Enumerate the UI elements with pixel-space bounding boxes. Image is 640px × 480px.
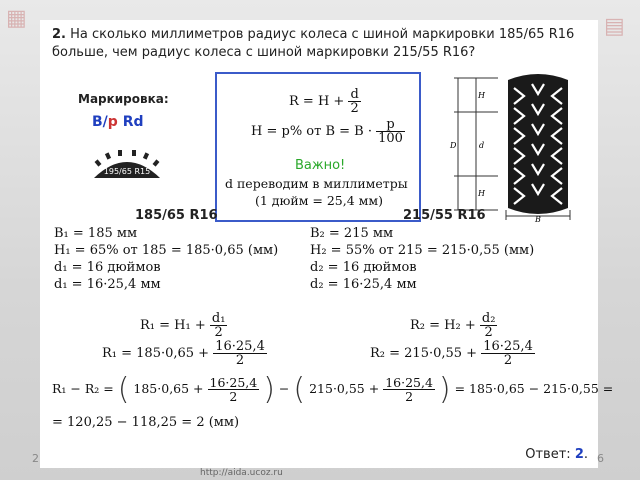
- tire-marking-text: 195/65 R15: [103, 167, 151, 176]
- slide: [40, 20, 614, 468]
- answer-value: 2: [574, 447, 584, 462]
- formula-h-fraction: [376, 118, 405, 145]
- tire2-r-calc: [370, 340, 535, 367]
- marking-sep: /: [102, 114, 108, 130]
- diagram-d-inner: d: [479, 141, 485, 150]
- tire2-heading: 215/55 R16: [403, 208, 486, 223]
- marking-b: B: [92, 114, 103, 130]
- diagram-h-top: H: [478, 91, 485, 100]
- diagram-h-bottom: H: [478, 189, 485, 198]
- final-rhs: = 185·0,65 − 215·0,55 =: [454, 381, 614, 396]
- final-equation: [52, 372, 614, 407]
- problem-text: На сколько миллиметров радиус колеса с шиной маркировки 185/65 R16 больше, чем радиус колеса с шиной маркировки 215/55 R16?: [52, 27, 575, 60]
- formula-r-fraction: [348, 88, 360, 115]
- formula-h-num: p: [376, 118, 405, 132]
- tire2-calc-den: 2: [503, 353, 513, 368]
- tire2-r-formula: [410, 312, 497, 339]
- tire1-r-den: 2: [214, 325, 223, 340]
- final-fraction-1: [208, 376, 260, 403]
- calculator-decoration-icon: ▦: [6, 6, 27, 31]
- problem-title: [52, 26, 592, 62]
- tire1-r-fraction: [210, 312, 228, 339]
- tire1-calc-lhs: R₁ = 185·0,65 +: [102, 346, 210, 361]
- formula-r-lhs: R = H +: [289, 94, 345, 109]
- tire2-calc-lhs: R₂ = 215·0,55 +: [370, 346, 478, 361]
- tire2-calc-num: 16·25,4: [483, 339, 533, 354]
- tire-cross-section-diagram: [448, 70, 588, 222]
- marking-p: p: [107, 114, 118, 130]
- important-label: Важно!: [295, 158, 346, 173]
- tire1-h: H₁ = 65% от 185 = 185·0,65 (мм): [54, 243, 279, 258]
- tire2-r-lhs: R₂ = H₂ +: [410, 318, 476, 333]
- tire1-d-inches: d₁ = 16 дюймов: [54, 260, 161, 275]
- corner-decoration-icon: ▤: [604, 14, 625, 39]
- tire1-b: B₁ = 185 мм: [54, 226, 138, 241]
- tire1-calc-fraction: [213, 340, 267, 367]
- tire1-values: [54, 225, 278, 293]
- tire1-calc-den: 2: [235, 353, 245, 368]
- final-fraction-2: [383, 376, 435, 403]
- diagram-d-outer: D: [450, 141, 457, 150]
- tire2-r-fraction: [480, 312, 498, 339]
- page-number-right: 6: [597, 452, 604, 465]
- final-result: = 120,25 − 118,25 = 2 (мм): [52, 415, 240, 430]
- tire2-calc-fraction: [481, 340, 535, 367]
- tire2-r-den: 2: [484, 325, 493, 340]
- formula-r: [289, 88, 361, 115]
- tire1-heading: 185/65 R16: [135, 208, 218, 223]
- formula-box: [215, 72, 421, 222]
- final-minus: −: [278, 381, 290, 396]
- tire-sidewall-icon: [92, 150, 162, 180]
- formula-h-lhs: H = p% от B = B ·: [251, 124, 372, 139]
- marking-label: Маркировка:: [78, 92, 169, 106]
- close-paren-2: ): [438, 372, 451, 407]
- open-paren-1: (: [117, 372, 130, 407]
- footer-url[interactable]: http://aida.ucoz.ru: [200, 468, 283, 478]
- note-inch: (1 дюйм = 25,4 мм): [255, 193, 383, 208]
- tire1-d-mm: d₁ = 16·25,4 мм: [54, 277, 161, 292]
- tire2-values: [310, 225, 534, 293]
- tire2-b: B₂ = 215 мм: [310, 226, 394, 241]
- final-part2: 215·0,55 +: [309, 381, 380, 396]
- marking-rd: Rd: [117, 114, 144, 130]
- tire2-h: H₂ = 55% от 215 = 215·0,55 (мм): [310, 243, 535, 258]
- page-number-left: 2: [32, 452, 39, 465]
- tire1-r-formula: [140, 312, 227, 339]
- final-fraction-2-num: 16·25,4: [385, 375, 433, 390]
- close-paren-1: ): [263, 372, 275, 407]
- answer-label: Ответ:: [525, 447, 571, 462]
- tire1-calc-num: 16·25,4: [215, 339, 265, 354]
- marking-formula: [92, 114, 144, 130]
- tire1-r-num: d₁: [211, 311, 226, 326]
- open-paren-2: (: [293, 372, 306, 407]
- diagram-b: B: [535, 215, 541, 222]
- tire1-r-calc: [102, 340, 267, 367]
- final-fraction-1-den: 2: [229, 389, 238, 404]
- tire1-r-lhs: R₁ = H₁ +: [140, 318, 206, 333]
- problem-number: 2.: [52, 27, 66, 42]
- formula-h: [251, 118, 405, 145]
- formula-r-num: d: [350, 87, 359, 102]
- tire2-r-num: d₂: [481, 311, 496, 326]
- final-part1: 185·0,65 +: [133, 381, 204, 396]
- final-fraction-1-num: 16·25,4: [209, 375, 258, 390]
- formula-r-den: 2: [350, 101, 359, 116]
- tire2-d-mm: d₂ = 16·25,4 мм: [310, 277, 417, 292]
- tire2-d-inches: d₂ = 16 дюймов: [310, 260, 417, 275]
- final-fraction-2-den: 2: [405, 389, 414, 404]
- answer-dot: .: [583, 447, 588, 462]
- final-lhs: R₁ − R₂ =: [52, 381, 114, 396]
- note-convert: d переводим в миллиметры: [225, 176, 408, 191]
- formula-h-den: 100: [378, 131, 403, 146]
- answer: [525, 447, 588, 462]
